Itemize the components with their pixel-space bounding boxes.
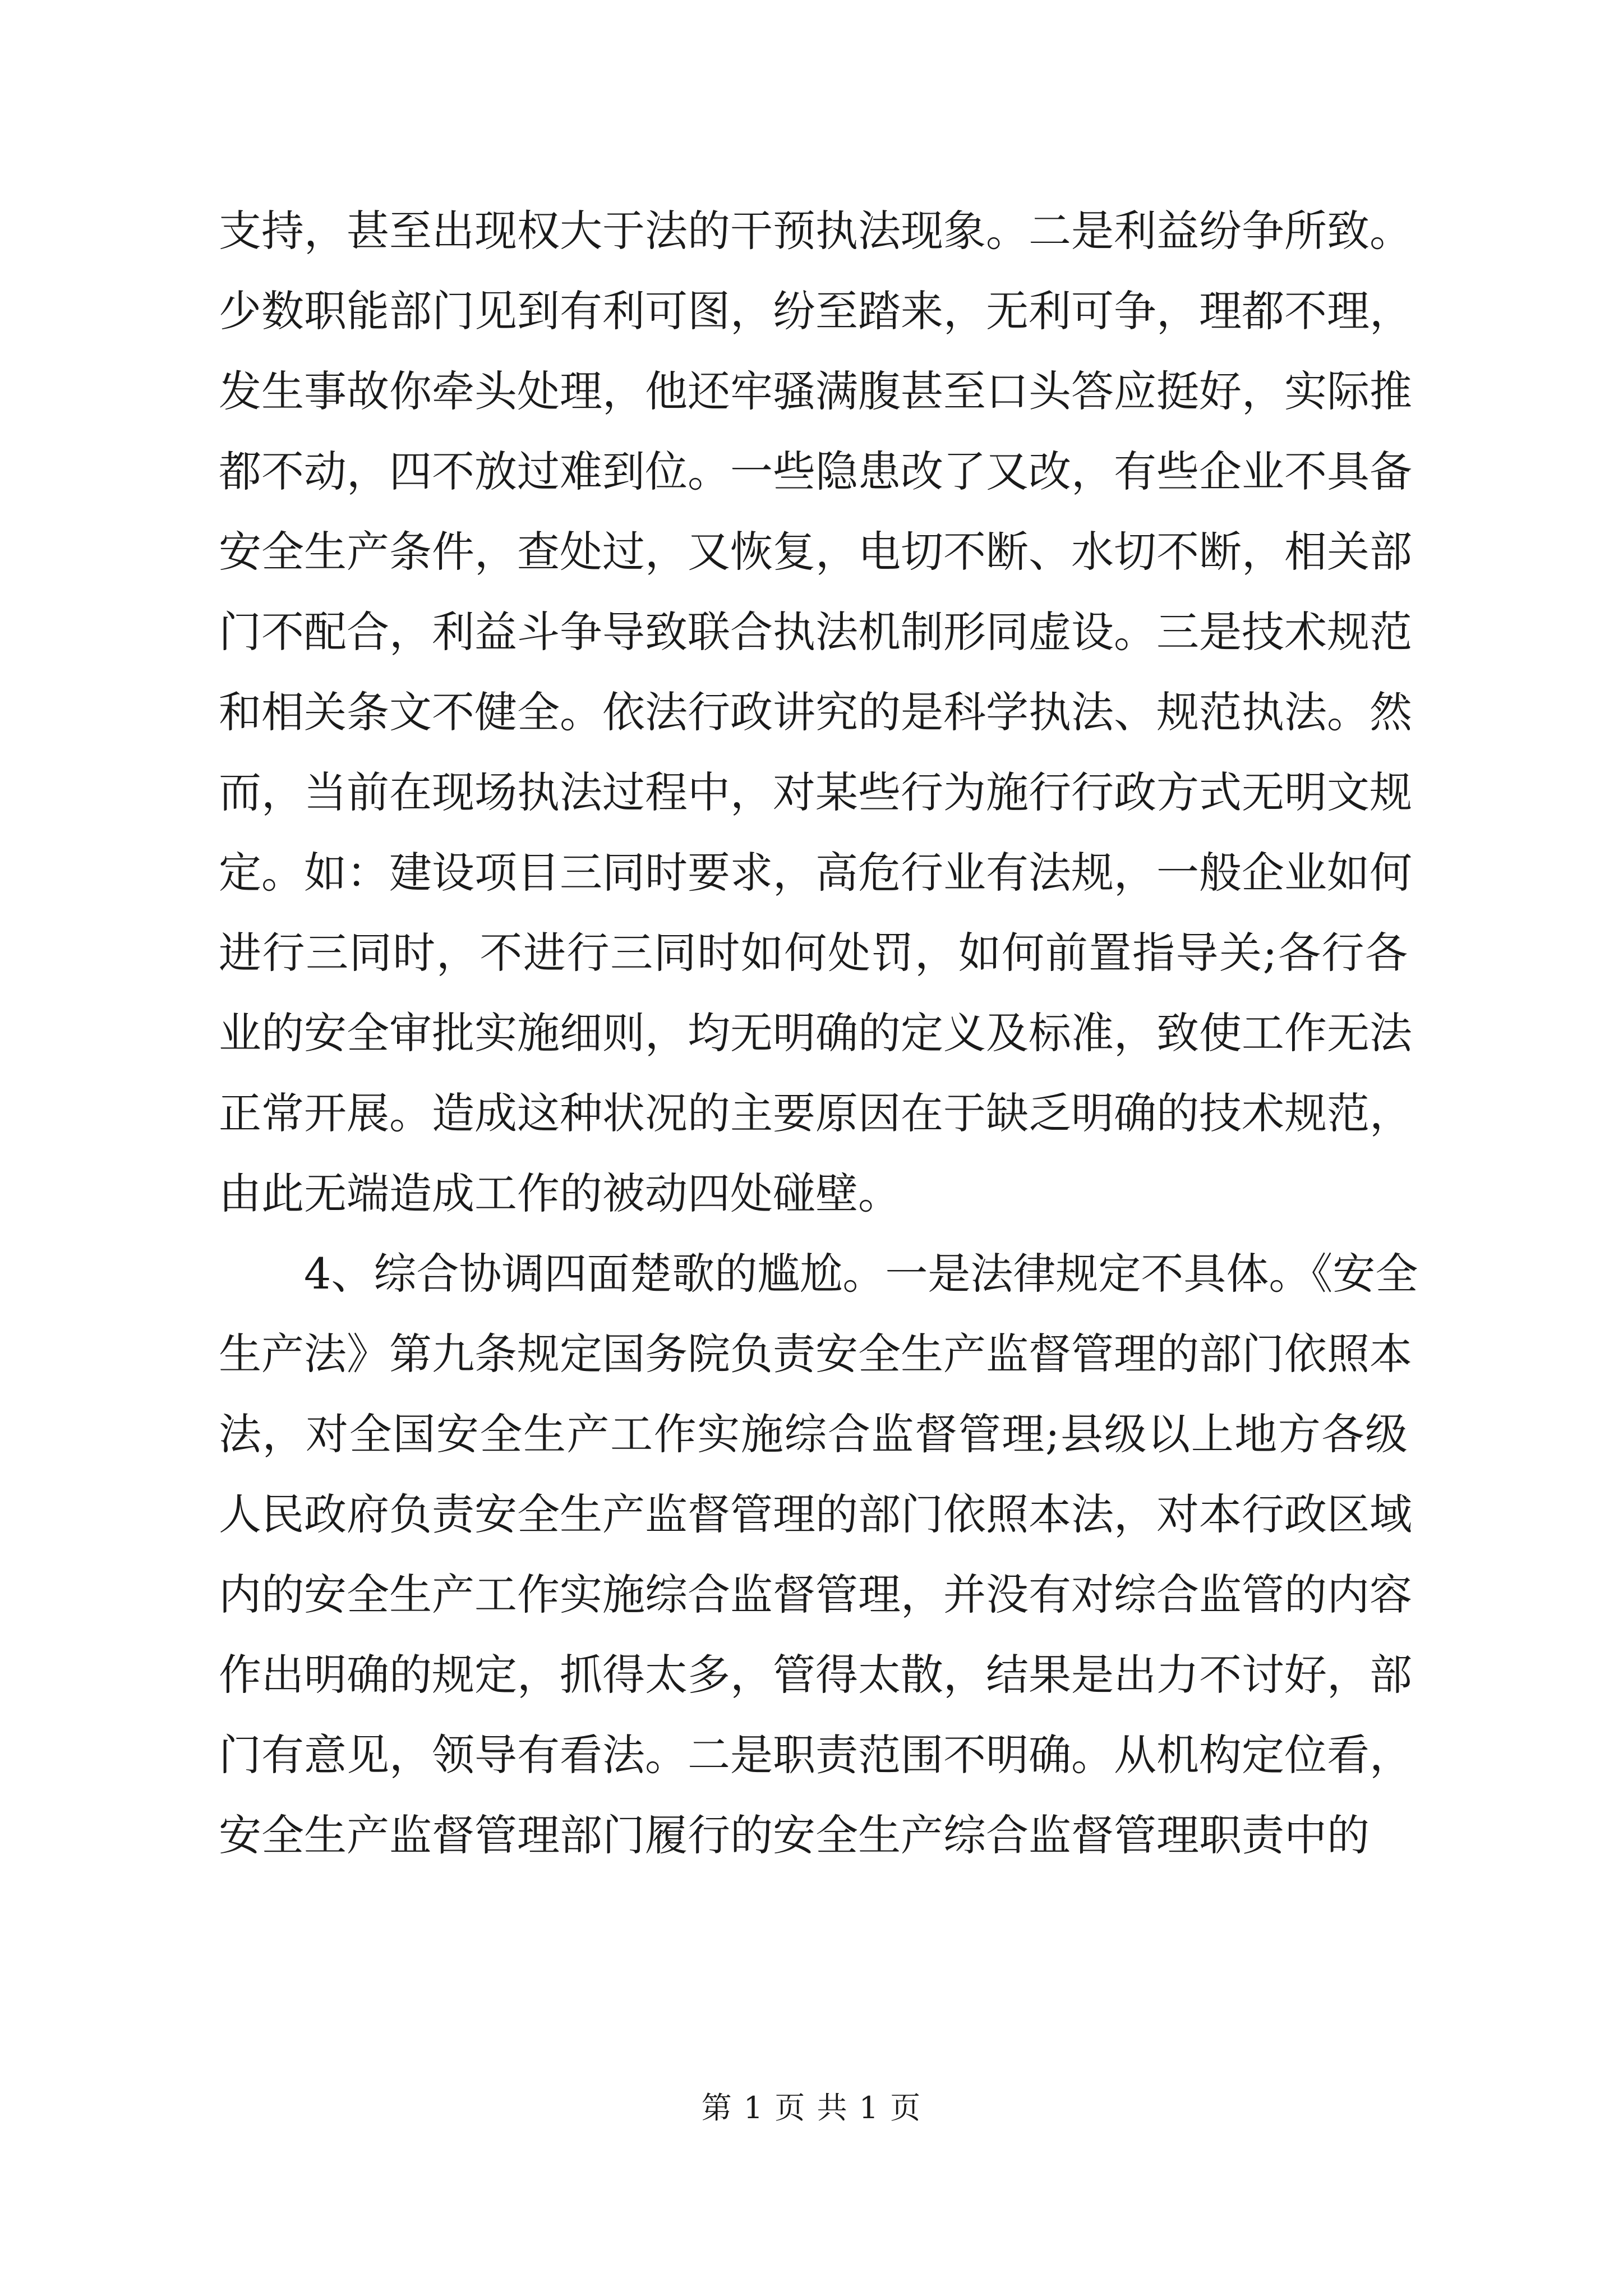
text-line: 定。如：建设项目三同时要求，高危行业有法规，一般企业如何 [219,848,1412,898]
text-line: 都不动，四不放过难到位。一些隐患改了又改，有些企业不具备 [219,447,1412,496]
document-body [219,191,1418,1875]
text-line: 门不配合，利益斗争导致联合执法机制形同虚设。三是技术规范 [219,607,1412,657]
page-footer [0,2084,1623,2127]
text-line: 安全生产条件，查处过，又恢复，电切不断、水切不断，相关部 [219,527,1412,577]
text-line: 正常开展。造成这种状况的主要原因在于缺乏明确的技术规范， [219,1088,1412,1138]
text-line: 少数职能部门见到有利可图，纷至踏来，无利可争，理都不理， [219,286,1412,336]
page-number: 第 1 页 共 1 页 [701,2090,922,2125]
text-line: 4、综合协调四面楚歌的尴尬。一是法律规定不具体。《安全 [304,1249,1418,1299]
paragraph [219,191,1412,1234]
text-line: 人民政府负责安全生产监督管理的部门依照本法，对本行政区域 [219,1489,1412,1539]
text-line: 生产法》第九条规定国务院负责安全生产监督管理的部门依照本 [219,1329,1412,1379]
text-line: 门有意见，领导有看法。二是职责范围不明确。从机构定位看， [219,1730,1412,1780]
paragraph [219,1234,1418,1875]
text-line: 业的安全审批实施细则，均无明确的定义及标准，致使工作无法 [219,1008,1412,1058]
text-line: 安全生产监督管理部门履行的安全生产综合监督管理职责中的 [219,1810,1370,1860]
text-line: 发生事故你牵头处理，他还牢骚满腹甚至口头答应挺好，实际推 [219,366,1412,416]
text-line: 由此无端造成工作的被动四处碰壁。 [219,1168,901,1218]
text-line: 支持，甚至出现权大于法的干预执法现象。二是利益纷争所致。 [219,206,1412,256]
text-line: 进行三同时，不进行三同时如何处罚，如何前置指导关;各行各 [219,928,1408,978]
text-line: 和相关条文不健全。依法行政讲究的是科学执法、规范执法。然 [219,687,1412,737]
text-line: 内的安全生产工作实施综合监督管理，并没有对综合监管的内容 [219,1570,1412,1619]
text-line: 法，对全国安全生产工作实施综合监督管理;县级以上地方各级 [219,1409,1408,1459]
text-line: 作出明确的规定，抓得太多，管得太散，结果是出力不讨好，部 [219,1650,1412,1700]
text-line: 而，当前在现场执法过程中，对某些行为施行行政方式无明文规 [219,767,1412,817]
